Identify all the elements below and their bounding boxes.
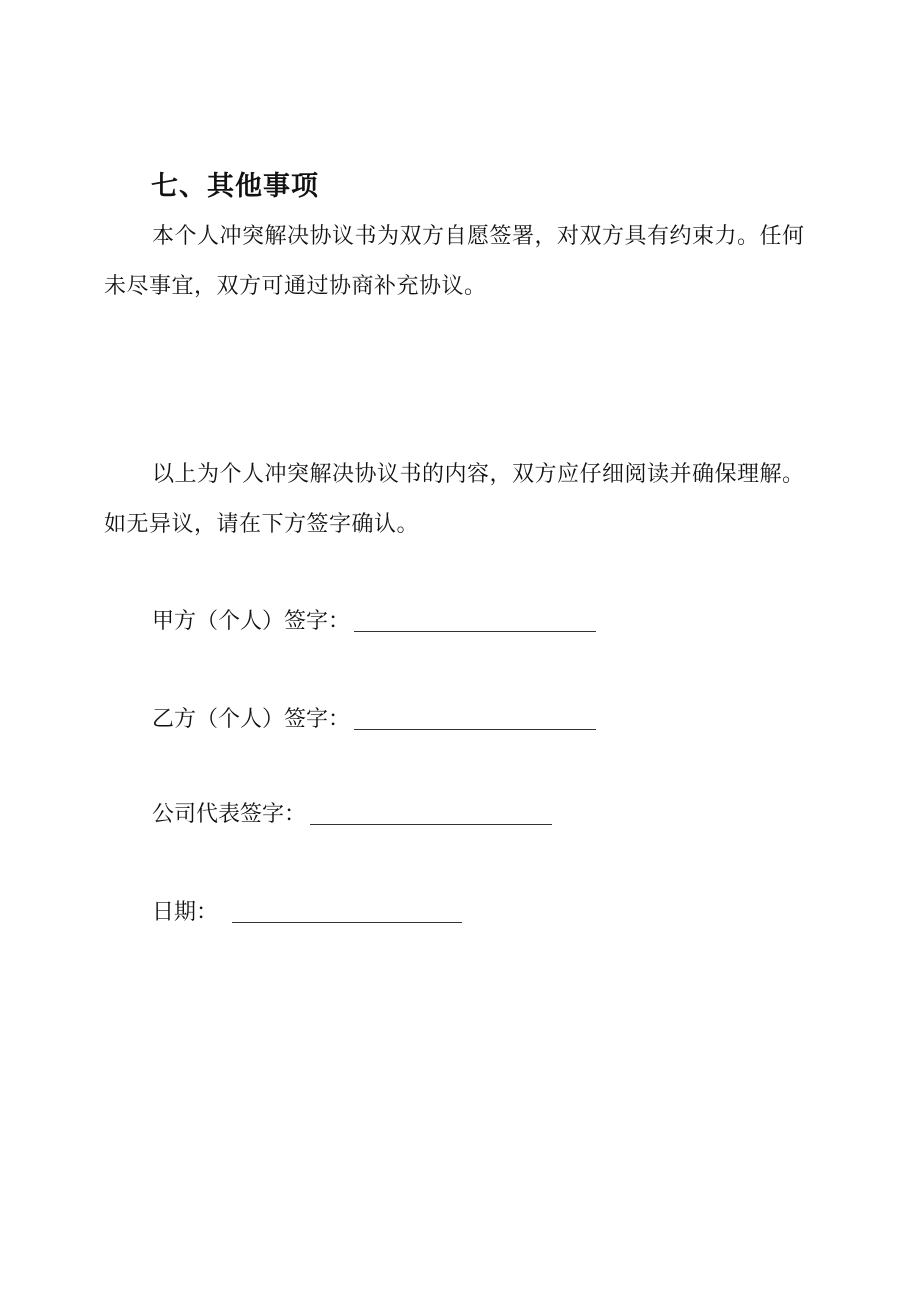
- company-signature-row: [152, 797, 552, 828]
- party-a-signature-blank: [354, 630, 596, 632]
- company-signature-label: 公司代表签字：: [152, 802, 307, 827]
- company-signature-blank: [310, 823, 552, 825]
- party-b-signature-row: [152, 702, 596, 733]
- date-label: 日期：: [152, 900, 219, 925]
- party-b-signature-label: 乙方（个人）签字：: [152, 707, 351, 732]
- closing-paragraph: 以上为个人冲突解决协议书的内容，双方应仔细阅读并确保理解。如无异议，请在下方签字确认。: [104, 462, 805, 537]
- party-a-signature-row: [152, 604, 596, 635]
- party-b-signature-blank: [354, 728, 596, 730]
- section-heading: 七、其他事项: [151, 171, 319, 202]
- party-a-signature-label: 甲方（个人）签字：: [152, 609, 351, 634]
- date-blank: [232, 921, 462, 923]
- section-paragraph: 本个人冲突解决协议书为双方自愿签署，对双方具有约束力。任何未尽事宜，双方可通过协商补充协议。: [104, 224, 805, 299]
- date-row: [152, 895, 462, 926]
